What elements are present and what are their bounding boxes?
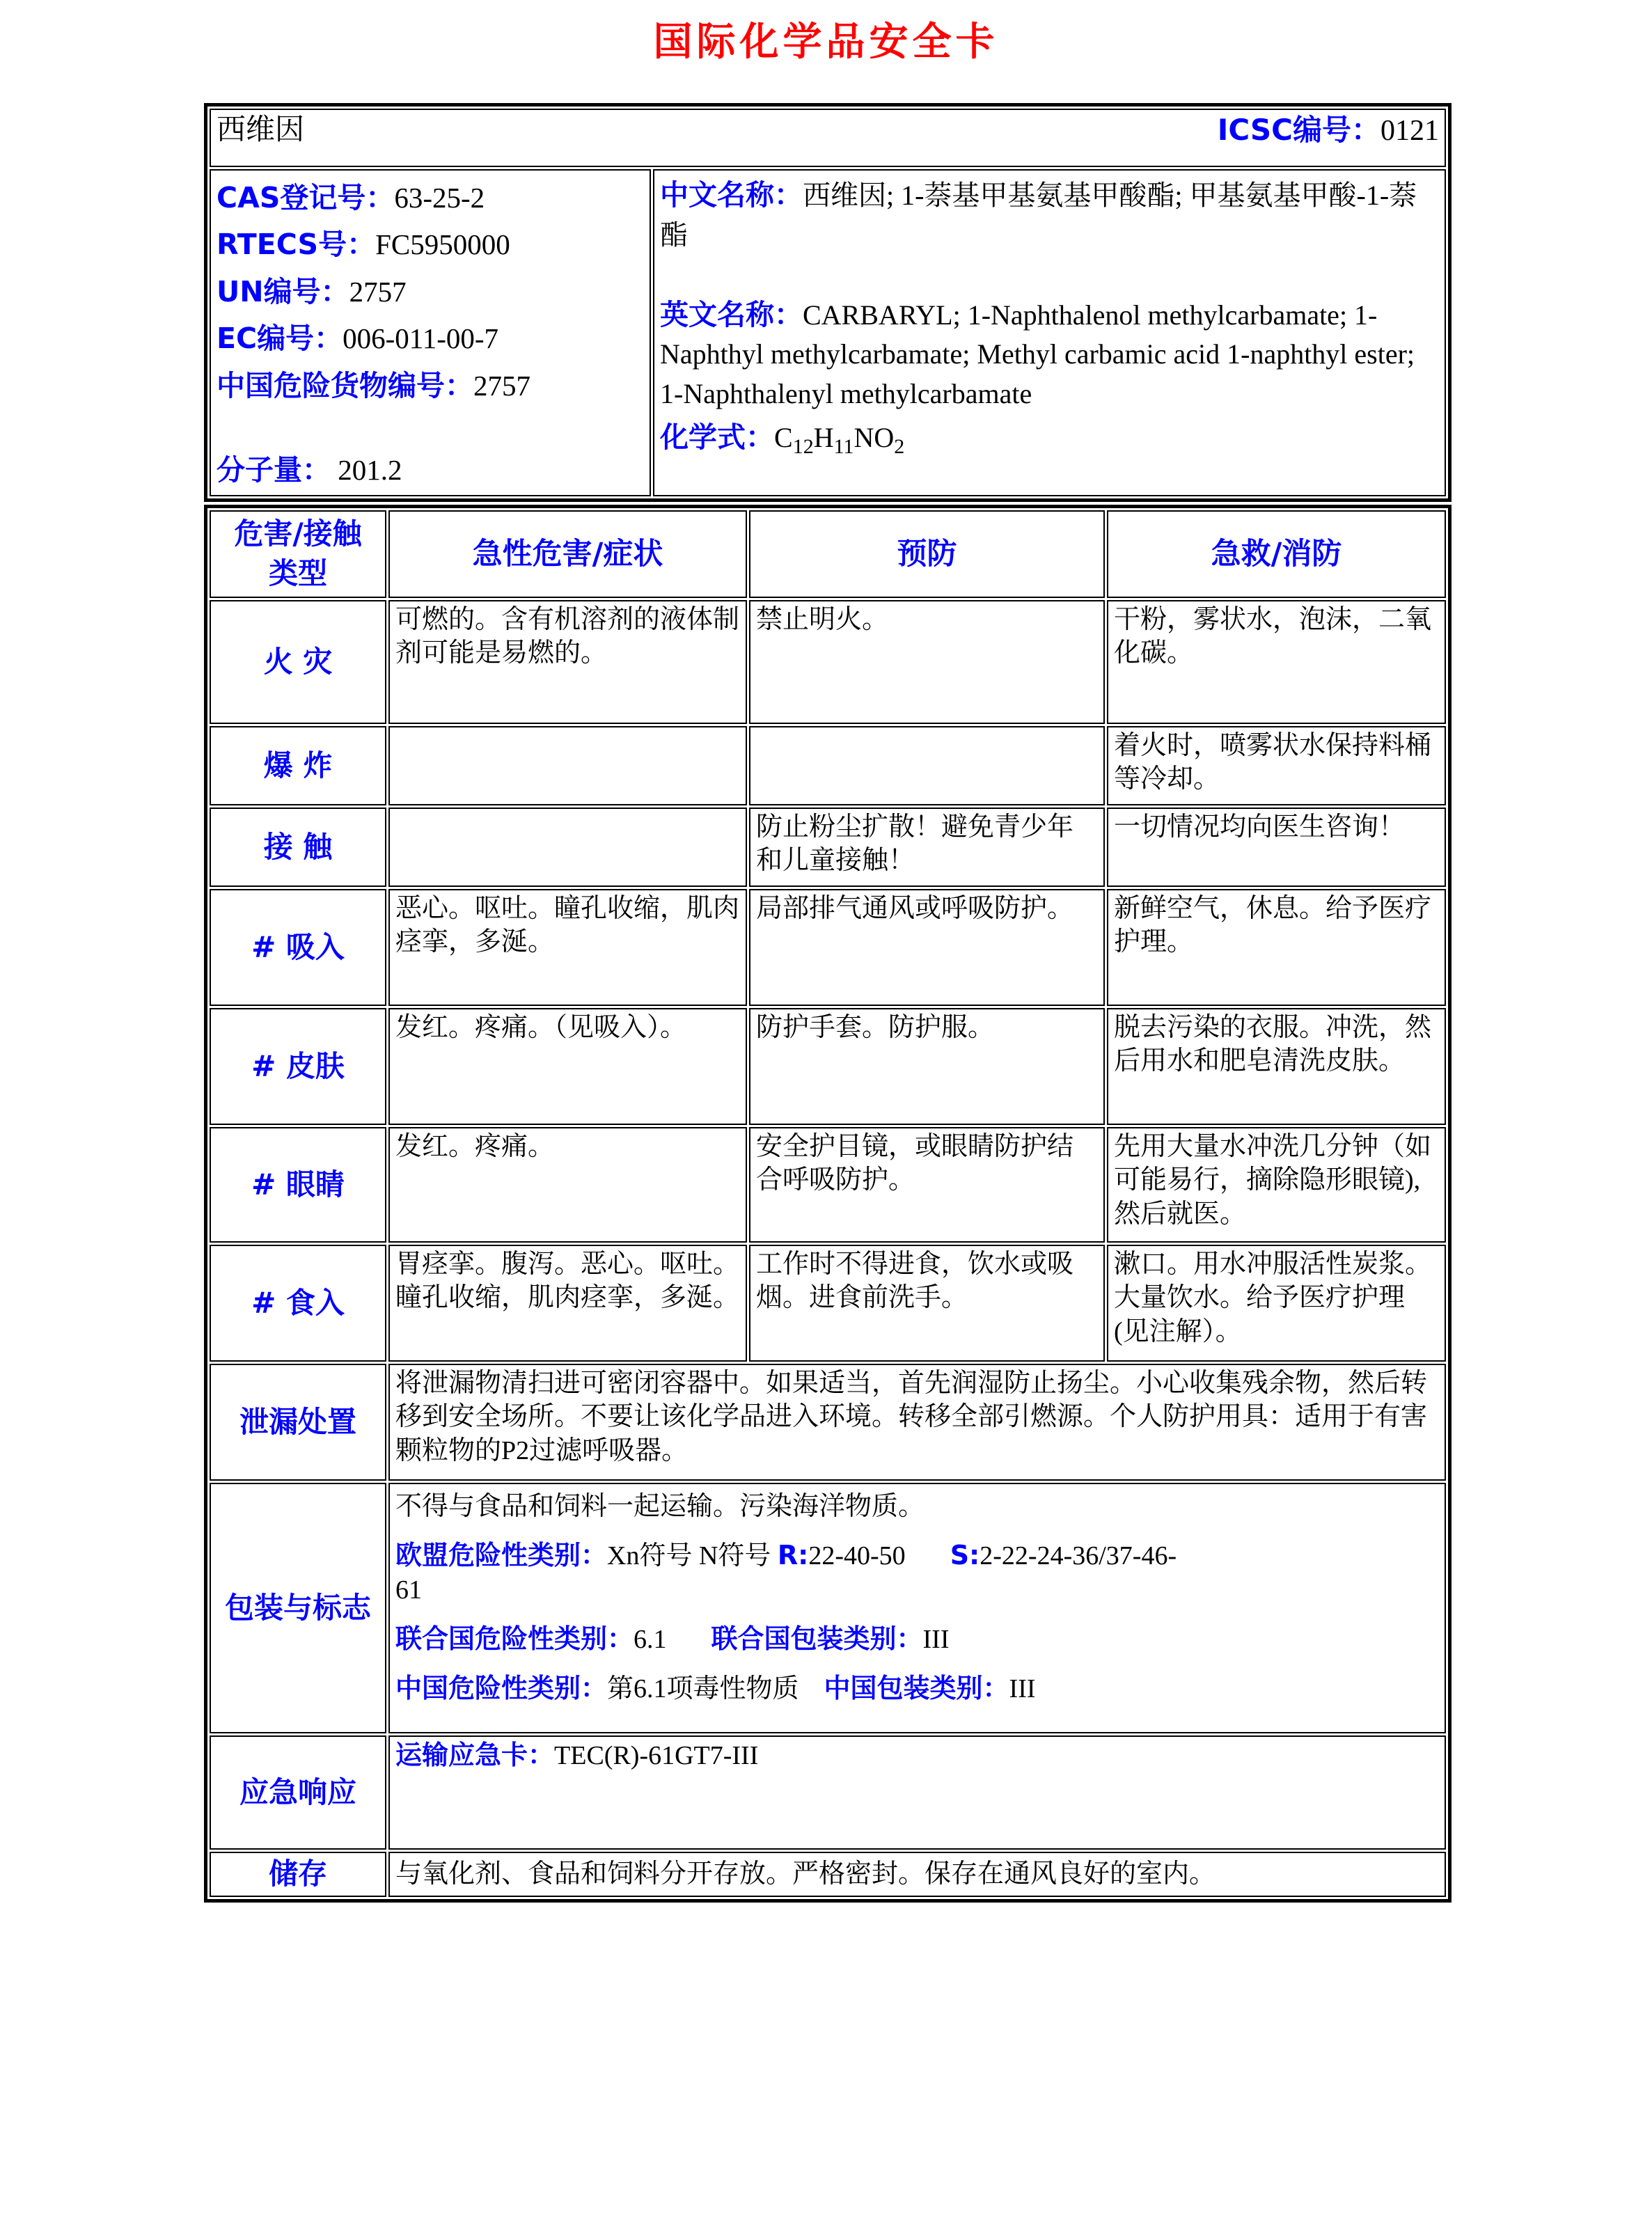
transport-emergency-card-label: 运输应急卡： xyxy=(395,1740,555,1770)
exposure-row xyxy=(210,808,1446,887)
ec-number-value: 006-011-00-7 xyxy=(343,322,499,355)
skin-prevention: 防护手套。防护服。 xyxy=(749,1008,1105,1125)
un-number-label: UN编号： xyxy=(217,274,349,308)
inhalation-prevention: 局部排气通风或呼吸防护。 xyxy=(749,889,1105,1006)
name-row xyxy=(210,109,1446,167)
explosion-symptom xyxy=(388,726,747,805)
hazard-table xyxy=(204,505,1452,1903)
english-name-value: CARBARYL; 1-Naphthalenol methylcarbamate; 1-Naphthyl methylcarbamate; Methyl carbamic acid 1-naphthyl ester; 1-Naphthalenyl methylcarbamate xyxy=(660,299,1415,410)
spillage-text: 将泄漏物清扫进可密闭容器中。如果适当，首先润湿防止扬尘。小心收集残余物，然后转移到安全场所。不要让该化学品进入环境。转移全部引燃源。个人防护用具：适用于有害颗粒物的P2过滤呼吸器。 xyxy=(388,1364,1446,1481)
r-phrases-label: R: xyxy=(777,1540,809,1571)
chemical-names-cell xyxy=(653,169,1446,496)
ec-number-line xyxy=(217,318,644,359)
spillage-row xyxy=(210,1364,1446,1481)
prevention-header-cell: 预防 xyxy=(749,510,1105,598)
inhalation-symptom: 恶心。呕吐。瞳孔收缩，肌肉痉挛，多涎。 xyxy=(388,889,747,1006)
skin-symptom: 发红。疼痛。（见吸入）。 xyxy=(388,1008,747,1125)
ingestion-symptom: 胃痉挛。腹泻。恶心。呕吐。瞳孔收缩，肌肉痉挛，多涎。 xyxy=(388,1245,747,1362)
china-hazard-class-value: 第6.1项毒性物质 xyxy=(607,1674,799,1703)
inhalation-row xyxy=(210,889,1446,1006)
china-packing-group-label: 中国包装类别： xyxy=(824,1673,1009,1703)
exposure-firstaid: 一切情况均向医生咨询！ xyxy=(1107,808,1446,887)
un-class-line xyxy=(395,1622,1439,1656)
china-packing-group-value: III xyxy=(1009,1674,1036,1703)
ec-number-label: EC编号： xyxy=(217,322,343,356)
hazard-header-row xyxy=(210,510,1446,598)
hazard-type-header-line2: 类型 xyxy=(268,556,327,590)
icsc-number-value: 0121 xyxy=(1380,115,1439,147)
eyes-prevention: 安全护目镜，或眼睛防护结合呼吸防护。 xyxy=(749,1127,1105,1243)
english-name-line xyxy=(660,294,1439,414)
hazard-type-header-cell xyxy=(210,510,386,598)
explosion-prevention xyxy=(749,726,1105,805)
inhalation-label: # 吸入 xyxy=(210,889,386,1006)
cas-number-label: CAS登记号： xyxy=(217,181,395,214)
cas-number-line xyxy=(217,178,644,219)
molecular-weight-value: 201.2 xyxy=(338,454,402,487)
fire-row xyxy=(210,600,1446,724)
china-dg-number-line xyxy=(217,365,644,407)
symptom-header-cell: 急性危害/症状 xyxy=(388,510,747,598)
fire-symptom: 可燃的。含有机溶剂的液体制剂可能是易燃的。 xyxy=(388,600,747,724)
emergency-response-label: 应急响应 xyxy=(210,1735,386,1850)
packaging-row xyxy=(210,1483,1446,1733)
china-class-line xyxy=(395,1671,1439,1706)
rtecs-number-value: FC5950000 xyxy=(375,228,510,261)
packaging-label: 包装与标志 xyxy=(210,1483,386,1733)
transport-emergency-card-line xyxy=(395,1738,1439,1772)
s-phrases-label: S: xyxy=(950,1540,980,1571)
spillage-label: 泄漏处置 xyxy=(210,1364,386,1481)
skin-label: # 皮肤 xyxy=(210,1008,386,1125)
emergency-response-cell xyxy=(388,1735,1446,1850)
eyes-label: # 眼睛 xyxy=(210,1127,386,1243)
substance-name: 西维因 xyxy=(217,114,305,146)
exposure-label: 接 触 xyxy=(210,808,386,887)
packaging-cell xyxy=(388,1483,1446,1733)
un-number-line xyxy=(217,271,644,313)
cas-number-value: 63-25-2 xyxy=(394,182,485,214)
emergency-response-row xyxy=(210,1735,1446,1850)
rtecs-number-label: RTECS号： xyxy=(217,228,376,262)
registry-ids-cell xyxy=(210,169,651,496)
chinese-name-label: 中文名称： xyxy=(660,178,803,212)
chinese-name-line xyxy=(660,175,1439,255)
skin-firstaid: 脱去污染的衣服。冲洗，然后用水和肥皂清洗皮肤。 xyxy=(1107,1008,1446,1125)
explosion-firstaid: 着火时，喷雾状水保持料桶等冷却。 xyxy=(1107,726,1446,805)
ingestion-firstaid: 漱口。用水冲服活性炭浆。大量饮水。给予医疗护理(见注解）。 xyxy=(1107,1245,1446,1362)
un-packing-group-label: 联合国包装类别： xyxy=(711,1623,923,1654)
identification-table xyxy=(204,103,1452,502)
r-phrases-value: 22-40-50 xyxy=(808,1541,906,1571)
eyes-firstaid: 先用大量水冲洗几分钟（如可能易行，摘除隐形眼镜),然后就医。 xyxy=(1107,1127,1446,1243)
china-dg-number-label: 中国危险货物编号： xyxy=(217,368,473,402)
eyes-row xyxy=(210,1127,1446,1243)
chemical-formula-value: $C_{12}H_{11}NO_2$ xyxy=(774,421,905,458)
chinese-name-value: 西维因; 1-萘基甲基氨基甲酸酯; 甲基氨基甲酸-1-萘酯 xyxy=(660,180,1417,251)
explosion-row xyxy=(210,726,1446,805)
name-cell xyxy=(210,109,1446,167)
un-packing-group-value: III xyxy=(922,1624,950,1654)
storage-text: 与氧化剂、食品和饲料分开存放。严格密封。保存在通风良好的室内。 xyxy=(388,1852,1446,1897)
icsc-number-label: ICSC编号： xyxy=(1217,113,1380,147)
packaging-transport-note: 不得与食品和饲料一起运输。污染海洋物质。 xyxy=(395,1492,925,1521)
storage-row xyxy=(210,1852,1446,1897)
un-hazard-class-label: 联合国危险性类别： xyxy=(395,1623,634,1654)
firstaid-header-cell: 急救/消防 xyxy=(1107,510,1446,598)
transport-emergency-card-value: TEC(R)-61GT7-III xyxy=(554,1741,759,1770)
chemical-formula-line xyxy=(660,417,1439,462)
rtecs-number-line xyxy=(217,224,644,265)
hazard-type-header-line1: 危害/接触 xyxy=(234,517,362,551)
eu-hazard-class-line xyxy=(395,1538,1439,1607)
molecular-weight-line xyxy=(217,450,644,491)
un-number-value: 2757 xyxy=(349,275,407,308)
s-phrases-value-cont: 61 xyxy=(395,1575,422,1605)
fire-label: 火 灾 xyxy=(210,600,386,724)
china-dg-number-value: 2757 xyxy=(473,369,530,402)
eyes-symptom: 发红。疼痛。 xyxy=(388,1127,747,1243)
un-hazard-class-value: 6.1 xyxy=(634,1624,667,1654)
china-hazard-class-label: 中国危险性类别： xyxy=(395,1673,608,1703)
icsc-safety-card-page xyxy=(0,11,1652,2236)
ingestion-prevention: 工作时不得进食，饮水或吸烟。进食前洗手。 xyxy=(749,1245,1105,1362)
inhalation-firstaid: 新鲜空气，休息。给予医疗护理。 xyxy=(1107,889,1446,1006)
s-phrases-value: 2-22-24-36/37-46- xyxy=(980,1541,1177,1571)
fire-prevention: 禁止明火。 xyxy=(749,600,1105,724)
fire-firstaid: 干粉，雾状水，泡沫，二氧化碳。 xyxy=(1107,600,1446,724)
icsc-number xyxy=(1218,111,1439,150)
ingestion-row xyxy=(210,1245,1446,1362)
english-name-label: 英文名称： xyxy=(660,297,803,331)
info-row xyxy=(210,169,1446,496)
exposure-symptom xyxy=(388,808,747,887)
ingestion-label: # 食入 xyxy=(210,1245,386,1362)
molecular-weight-label: 分子量： xyxy=(217,453,331,487)
eu-hazard-symbols: Xn符号 N符号 xyxy=(607,1541,771,1571)
explosion-label: 爆 炸 xyxy=(210,726,386,805)
eu-hazard-class-label: 欧盟危险性类别： xyxy=(395,1540,608,1571)
storage-label: 储存 xyxy=(210,1852,386,1897)
exposure-prevention: 防止粉尘扩散！避免青少年和儿童接触！ xyxy=(749,808,1105,887)
page-title: 国际化学品安全卡 xyxy=(653,19,999,65)
skin-row xyxy=(210,1008,1446,1125)
chemical-formula-label: 化学式： xyxy=(660,420,774,454)
